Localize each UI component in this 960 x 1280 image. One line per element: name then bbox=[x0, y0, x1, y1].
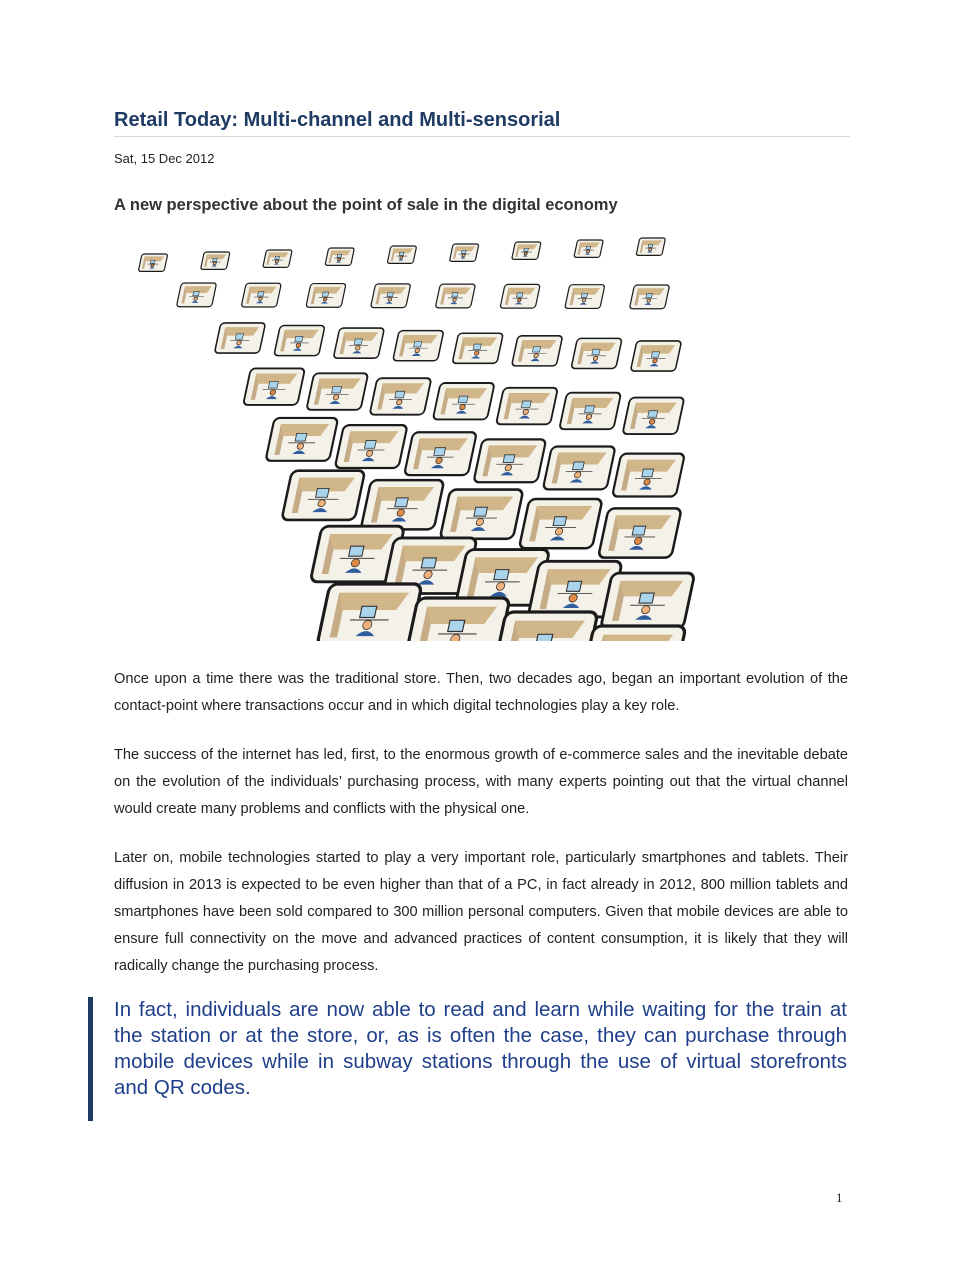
cubicle-icon bbox=[496, 388, 558, 424]
cubicle-icon bbox=[636, 238, 665, 255]
cubicle-icon bbox=[622, 398, 684, 434]
pull-quote bbox=[88, 997, 848, 1121]
cubicle-icon bbox=[630, 341, 681, 371]
cubicle-icon bbox=[371, 284, 411, 308]
paragraph-2: The success of the internet has led, first, to the enormous growth of e-commerce sales and the inevitable debate on the evolution of the individuals’ purchasing process, with many experts pointing out that the virtual channel would create many problems and conflicts with the physical one. bbox=[114, 747, 848, 817]
cubicle-icon bbox=[473, 439, 546, 482]
cubicle-icon bbox=[405, 598, 510, 641]
article-date: Sat, 15 Dec 2012 bbox=[114, 151, 215, 166]
cubicle-icon bbox=[325, 248, 354, 265]
paragraph-3: Later on, mobile technologies started to play a very important role, particularly smartphones and tablets. Their diffusion in 2013 is expected to be even higher than that of a PC, in fact already in 2012, 800 million tablets and smartphones have been sold compared to 300 million personal computers. Given that mobile devices are able to ensure full connectivity on the move and advanced practices of content consumption, it is likely that they will radically change the purchasing process. bbox=[114, 850, 848, 974]
cubicle-icon bbox=[452, 333, 503, 363]
cubicle-icon bbox=[265, 418, 338, 461]
cubicle-icon bbox=[574, 240, 603, 257]
cubicle-icon bbox=[600, 573, 694, 629]
cubicle-icon bbox=[370, 378, 432, 414]
cubicle-icon bbox=[214, 323, 265, 353]
cubicle-icon bbox=[361, 480, 445, 529]
cubicle-icon bbox=[433, 383, 495, 419]
cubicle-icon bbox=[263, 250, 292, 267]
cubicle-icon bbox=[333, 328, 384, 358]
cubicle-icon bbox=[543, 447, 616, 490]
cubicle-icon bbox=[335, 425, 408, 468]
page-number: 1 bbox=[836, 1190, 843, 1205]
cubicle-icon bbox=[612, 454, 685, 497]
cubicle-icon bbox=[306, 373, 368, 409]
cubicle-icon bbox=[559, 393, 621, 429]
cubicle-icon bbox=[435, 284, 475, 308]
cubicle-icon bbox=[393, 331, 444, 361]
cubicle-icon bbox=[282, 471, 366, 520]
paragraph-1: Once upon a time there was the traditional store. Then, two decades ago, began an important evolution of the contact-point where transactions occur and in which digital technologies play a key role. bbox=[114, 671, 848, 714]
cubicle-icon bbox=[241, 283, 281, 307]
cubicle-icon bbox=[306, 284, 346, 308]
cubicle-icon bbox=[571, 338, 622, 368]
cubicle-icon bbox=[387, 246, 416, 263]
cubicle-icon bbox=[274, 326, 325, 356]
cubicle-icon bbox=[629, 285, 669, 309]
article-title: Retail Today: Multi-channel and Multi-sensorial bbox=[114, 109, 850, 137]
cubicle-icon bbox=[449, 244, 478, 261]
cubicle-icon bbox=[404, 432, 477, 475]
cubicle-icon bbox=[581, 626, 686, 641]
cubicle-icon bbox=[243, 368, 305, 404]
cubicle-icon bbox=[201, 252, 230, 269]
cubicle-icon bbox=[317, 584, 422, 641]
cubicles-illustration bbox=[112, 236, 812, 641]
article-subtitle: A new perspective about the point of sale in the digital economy bbox=[114, 196, 618, 214]
cubicle-icon bbox=[500, 284, 540, 308]
cubicle-icon bbox=[598, 508, 682, 557]
cubicle-icon bbox=[512, 242, 541, 259]
cubicle-icon bbox=[138, 254, 167, 271]
cubicle-icon bbox=[512, 336, 563, 366]
cubicle-icon bbox=[519, 499, 603, 548]
quote-bar bbox=[88, 997, 93, 1121]
cubicle-icon bbox=[440, 490, 524, 539]
cubicle-icon bbox=[565, 285, 605, 309]
cubicle-icon bbox=[176, 283, 216, 307]
cubicle-icon bbox=[493, 612, 598, 641]
quote-text: In fact, individuals are now able to read and learn while waiting for the train at the station or at the store, or, as is often the case, they can purchase through mobile devices while in subway stations through the use of virtual storefronts and QR codes. bbox=[114, 998, 847, 1099]
